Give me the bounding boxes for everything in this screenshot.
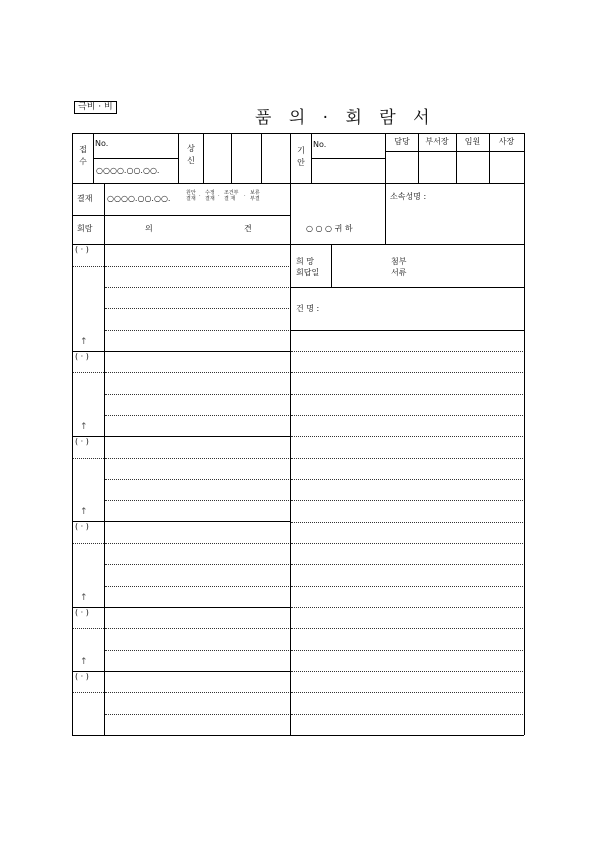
- circulation-order-marker: ( · ): [75, 608, 89, 617]
- arrow-up-icon: ↑: [80, 507, 88, 517]
- decision-option[interactable]: 수정 결재: [205, 190, 215, 202]
- approver-president: 사장: [498, 137, 515, 146]
- recipient-label: ○ ○ ○ 귀 하: [306, 224, 353, 233]
- arrow-up-icon: ↑: [80, 337, 88, 347]
- report-label: 상 신: [187, 144, 195, 165]
- circulation-order-marker: ( · ): [75, 245, 89, 254]
- receipt-label: 접 수: [79, 145, 87, 166]
- opinion-header-2: 견: [244, 224, 252, 233]
- approver-staff: 담당: [394, 137, 410, 146]
- approver-executive: 임원: [464, 137, 481, 146]
- arrow-up-icon: ↑: [80, 422, 88, 432]
- subject-label: 건 명 :: [296, 304, 320, 313]
- draft-no-label: No.: [313, 140, 327, 149]
- circulation-order-marker: ( · ): [75, 672, 89, 681]
- decision-option[interactable]: 조건부 결 재: [224, 190, 239, 202]
- circulation-order-marker: ( · ): [75, 437, 89, 446]
- decision-option[interactable]: 보류 부결: [250, 190, 260, 202]
- opinion-header-1: 의: [145, 224, 153, 233]
- arrow-up-icon: ↑: [80, 593, 88, 603]
- page-title: 품 의 · 회 람 서: [255, 108, 436, 128]
- classification-badge: 극비 · 비: [74, 101, 117, 114]
- decision-option[interactable]: 원안 결재: [186, 190, 196, 202]
- receipt-no-label: No.: [95, 139, 109, 148]
- dept-name-label: 소속성명 :: [390, 192, 427, 201]
- circulation-label: 회람: [77, 224, 93, 233]
- attachments-label: 첨부 서류: [391, 257, 407, 277]
- decision-label: 결재: [77, 194, 93, 203]
- reply-date-label: 희 망 회답일: [296, 257, 320, 277]
- approver-dept-head: 부서장: [425, 137, 449, 146]
- circulation-order-marker: ( · ): [75, 522, 89, 531]
- circulation-order-marker: ( · ): [75, 352, 89, 361]
- decision-date: ○○○○.○○.○○.: [107, 194, 171, 203]
- arrow-up-icon: ↑: [80, 657, 88, 667]
- draft-label: 기 안: [297, 146, 305, 167]
- receipt-date: ○○○○.○○.○○.: [96, 166, 160, 175]
